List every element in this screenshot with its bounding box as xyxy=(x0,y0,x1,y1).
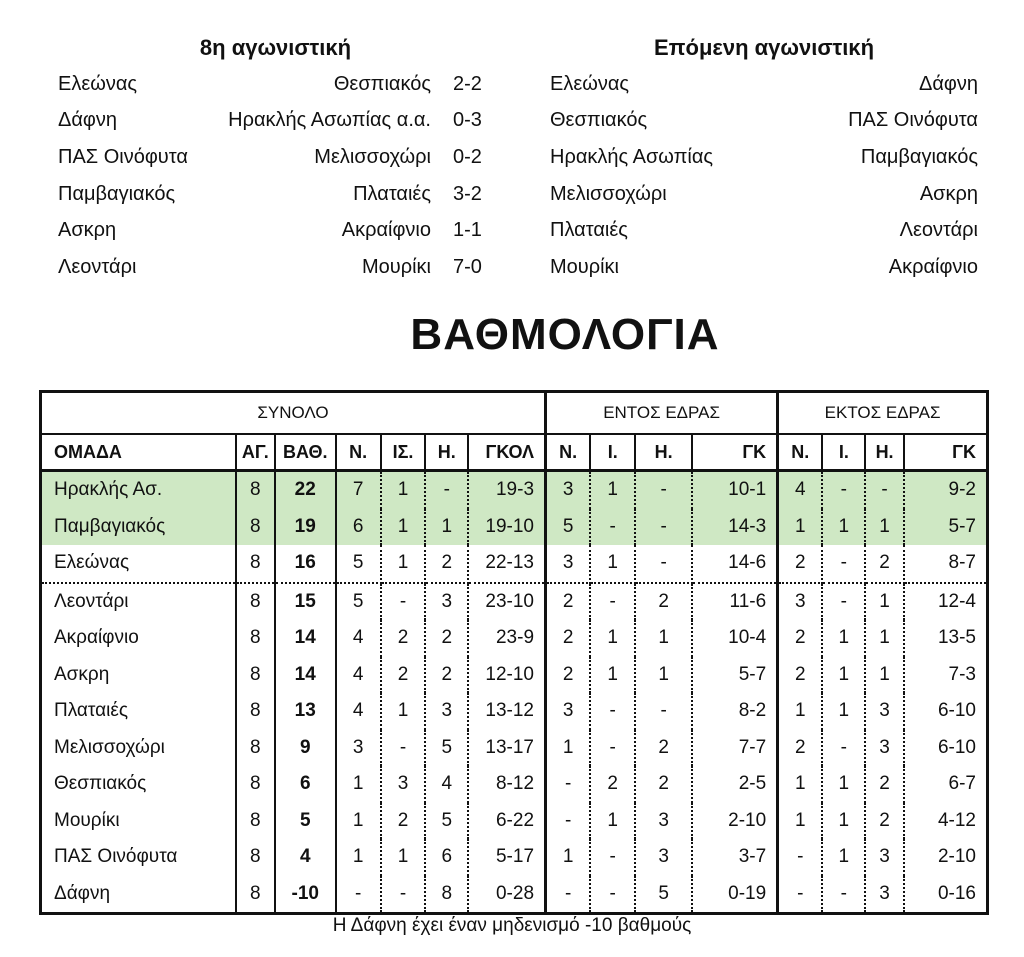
stat-cell: 3 xyxy=(546,693,591,730)
stat-cell: 9-2 xyxy=(904,471,988,509)
stat-cell: - xyxy=(590,839,635,876)
stat-cell: 1 xyxy=(590,620,635,657)
team-name: Λεοντάρι xyxy=(41,583,237,621)
stat-cell: 2-10 xyxy=(692,803,778,840)
stat-cell: 13-5 xyxy=(937,627,976,649)
col-header: ΙΣ. xyxy=(381,434,426,471)
stat-cell: 2 xyxy=(425,657,468,694)
stat-cell: 11-6 xyxy=(692,583,778,621)
stat-cell: 8 xyxy=(236,730,275,767)
stat-cell: 4 xyxy=(425,766,468,803)
away-team: Παμβαγιακός xyxy=(860,145,978,168)
stat-cell: 1 xyxy=(590,545,635,583)
team-name: Πλαταιές xyxy=(41,693,237,730)
stat-cell: 23-9 xyxy=(468,620,545,657)
standings-title: ΒΑΘΜΟΛΟΓΙΑ xyxy=(410,310,720,359)
stat-cell: 3-7 xyxy=(692,839,778,876)
team-name: Παμβαγιακός xyxy=(41,509,237,546)
stat-cell: 3 xyxy=(865,730,904,767)
home-team: Μουρίκι xyxy=(550,255,619,278)
table-row xyxy=(41,730,988,767)
col-header: Ι. xyxy=(590,434,635,471)
stat-cell: 8 xyxy=(236,839,275,876)
stat-cell: 1 xyxy=(822,657,865,694)
stat-cell: - xyxy=(546,766,591,803)
stat-cell: 1 xyxy=(336,803,381,840)
stat-cell: 5 xyxy=(336,583,381,621)
stat-cell: 0-28 xyxy=(468,876,545,914)
col-header: Ν. xyxy=(546,434,591,471)
stat-cell: 2 xyxy=(635,583,692,621)
stat-cell: 2 xyxy=(865,803,904,840)
stat-cell: 1 xyxy=(778,509,823,546)
col-header: ΑΓ. xyxy=(236,434,275,471)
match-score: 7-0 xyxy=(453,255,482,278)
stat-cell: 2 xyxy=(635,766,692,803)
stat-cell: 15 xyxy=(275,583,336,621)
stat-cell: 14-3 xyxy=(692,509,778,546)
fixture-row xyxy=(550,212,978,249)
stat-cell: 3 xyxy=(546,545,591,583)
stat-cell: 2 xyxy=(865,545,904,583)
stat-cell: 5 xyxy=(336,545,381,583)
stat-cell: 2 xyxy=(546,620,591,657)
stat-cell: - xyxy=(590,583,635,621)
stat-cell: 1 xyxy=(381,509,426,546)
home-team: Ελεώνας xyxy=(58,72,138,95)
stat-cell: 7-3 xyxy=(948,663,976,685)
stat-cell: 8 xyxy=(236,471,275,509)
stat-cell: 5-17 xyxy=(468,839,545,876)
stat-cell: 5 xyxy=(425,730,468,767)
stat-cell: 2 xyxy=(425,620,468,657)
table-row xyxy=(41,803,988,840)
stat-cell: 8 xyxy=(236,583,275,621)
home-team: Λεοντάρι xyxy=(58,255,137,278)
fixture-row xyxy=(550,139,978,176)
table-row xyxy=(41,471,988,509)
stat-cell: 1 xyxy=(546,730,591,767)
stat-cell: 8-2 xyxy=(692,693,778,730)
team-name: Μελισσοχώρι xyxy=(41,730,237,767)
away-team: Θεσπιακός xyxy=(333,72,431,95)
team-name: ΠΑΣ Οινόφυτα xyxy=(41,839,237,876)
stat-cell: 1 xyxy=(822,693,865,730)
table-row xyxy=(41,876,988,914)
away-team: Ακραίφνιο xyxy=(888,255,978,278)
stat-cell: 2 xyxy=(381,620,426,657)
stat-cell: - xyxy=(635,509,692,546)
stat-cell: 10-4 xyxy=(692,620,778,657)
home-team: Δάφνη xyxy=(58,109,118,132)
stat-cell: 14 xyxy=(275,620,336,657)
stat-cell: 5 xyxy=(635,876,692,914)
stat-cell: 5-7 xyxy=(692,657,778,694)
fixture-row xyxy=(550,249,978,286)
stat-cell: 4 xyxy=(778,471,823,509)
stat-cell: 13 xyxy=(275,693,336,730)
stat-cell: - xyxy=(590,693,635,730)
stat-cell: 1 xyxy=(546,839,591,876)
stat-cell: 2 xyxy=(546,583,591,621)
stat-cell: - xyxy=(635,693,692,730)
stat-cell: 1 xyxy=(590,803,635,840)
col-header: Η. xyxy=(865,434,904,471)
stat-cell: -10 xyxy=(275,876,336,914)
stat-cell: 2 xyxy=(635,730,692,767)
stat-cell: 3 xyxy=(425,583,468,621)
stat-cell: 14 xyxy=(275,657,336,694)
stat-cell: 8 xyxy=(236,620,275,657)
home-team: ΠΑΣ Οινόφυτα xyxy=(58,145,188,168)
match-score: 0-3 xyxy=(453,109,482,132)
stat-cell: 3 xyxy=(635,803,692,840)
stat-cell: 1 xyxy=(778,803,823,840)
stat-cell: 2 xyxy=(778,657,823,694)
stat-cell: 2-10 xyxy=(937,846,976,868)
away-team: Λεοντάρι xyxy=(899,219,978,242)
team-name: Ηρακλής Ασ. xyxy=(41,471,237,509)
stat-cell: 3 xyxy=(336,730,381,767)
stat-cell: 10-1 xyxy=(692,471,778,509)
home-team: Παμβαγιακός xyxy=(58,182,176,205)
stat-cell: 1 xyxy=(635,620,692,657)
stat-cell: - xyxy=(635,471,692,509)
col-header: Η. xyxy=(425,434,468,471)
stat-cell: 1 xyxy=(336,766,381,803)
stat-cell: 3 xyxy=(425,693,468,730)
stat-cell: 1 xyxy=(590,471,635,509)
stat-cell: 8 xyxy=(236,766,275,803)
stat-cell: 2 xyxy=(425,545,468,583)
stat-cell: 19-10 xyxy=(468,509,545,546)
stat-cell: 2 xyxy=(381,803,426,840)
stat-cell: 0-16 xyxy=(937,882,976,904)
table-row xyxy=(41,620,988,657)
fixture-row xyxy=(58,249,493,286)
stat-cell: 2 xyxy=(778,545,823,583)
away-team: ΠΑΣ Οινόφυτα xyxy=(848,109,978,132)
fixture-row xyxy=(550,66,978,103)
stat-cell: 1 xyxy=(381,839,426,876)
match-score: 0-2 xyxy=(453,145,482,168)
group-total: ΣΥΝΟΛΟ xyxy=(41,392,546,435)
stat-cell: - xyxy=(590,509,635,546)
stat-cell: 3 xyxy=(381,766,426,803)
stat-cell: 1 xyxy=(381,545,426,583)
column-header-row xyxy=(41,434,988,471)
stat-cell: - xyxy=(822,471,865,509)
stat-cell: - xyxy=(546,803,591,840)
stat-cell: 6-22 xyxy=(468,803,545,840)
stat-cell: 1 xyxy=(865,657,904,694)
stat-cell: 6 xyxy=(425,839,468,876)
stat-cell: 1 xyxy=(381,693,426,730)
stat-cell: 5 xyxy=(275,803,336,840)
stat-cell: 2-5 xyxy=(692,766,778,803)
stat-cell: - xyxy=(822,876,865,914)
stat-cell: 4 xyxy=(336,657,381,694)
home-team: Ελεώνας xyxy=(550,72,630,95)
stat-cell: 13-17 xyxy=(468,730,545,767)
stat-cell: 12-10 xyxy=(468,657,545,694)
stat-cell: - xyxy=(590,730,635,767)
stat-cell: 4-12 xyxy=(937,809,976,831)
stat-cell: 6-10 xyxy=(937,700,976,722)
fixture-row xyxy=(550,103,978,140)
team-name: Ασκρη xyxy=(41,657,237,694)
stat-cell: 2 xyxy=(778,730,823,767)
stat-cell: 8 xyxy=(236,693,275,730)
stat-cell: - xyxy=(822,730,865,767)
stat-cell: 8-7 xyxy=(904,545,988,583)
stat-cell: - xyxy=(778,839,823,876)
stat-cell: 12-4 xyxy=(937,590,976,612)
stat-cell: 22-13 xyxy=(468,545,545,583)
home-team: Ηρακλής Ασωπίας xyxy=(550,145,714,168)
stat-cell: 22 xyxy=(275,471,336,509)
fixture-row xyxy=(58,139,493,176)
stat-cell: 8 xyxy=(236,545,275,583)
stat-cell: 5 xyxy=(546,509,591,546)
last-round-results xyxy=(58,30,493,286)
standings-table xyxy=(39,390,989,915)
stat-cell: 1 xyxy=(822,803,865,840)
stat-cell: 2 xyxy=(778,620,823,657)
match-score: 3-2 xyxy=(453,182,482,205)
fixture-row xyxy=(58,66,493,103)
stat-cell: 3 xyxy=(546,471,591,509)
away-team: Μουρίκι xyxy=(362,255,431,278)
stat-cell: 1 xyxy=(822,509,865,546)
team-name: Θεσπιακός xyxy=(41,766,237,803)
stat-cell: 2 xyxy=(865,766,904,803)
col-header: ΟΜΑΔΑ xyxy=(41,434,237,471)
stat-cell: 1 xyxy=(822,620,865,657)
stat-cell: 5-7 xyxy=(904,509,988,546)
stat-cell: - xyxy=(635,545,692,583)
stat-cell: 4 xyxy=(275,839,336,876)
stat-cell: 7 xyxy=(336,471,381,509)
stat-cell: 8 xyxy=(236,657,275,694)
col-header: Ν. xyxy=(336,434,381,471)
col-header: Ν. xyxy=(778,434,823,471)
table-row xyxy=(41,509,988,546)
stat-cell: 8 xyxy=(236,803,275,840)
team-name: Ελεώνας xyxy=(41,545,237,583)
last-round-title: 8η αγωνιστική xyxy=(199,35,352,60)
col-header: ΓΚ xyxy=(692,434,778,471)
stat-cell: 6-10 xyxy=(937,736,976,758)
stat-cell: 23-10 xyxy=(468,583,545,621)
stat-cell: - xyxy=(778,876,823,914)
stat-cell: 3 xyxy=(865,876,904,914)
stat-cell: - xyxy=(425,471,468,509)
stat-cell: 8-12 xyxy=(468,766,545,803)
away-team: Πλαταιές xyxy=(353,182,431,205)
table-row xyxy=(41,583,988,621)
stat-cell: 3 xyxy=(865,839,904,876)
stat-cell: 0-19 xyxy=(692,876,778,914)
table-row xyxy=(41,545,988,583)
stat-cell: 3 xyxy=(635,839,692,876)
next-round-title: Επόμενη αγωνιστική xyxy=(653,35,875,60)
fixture-row xyxy=(58,212,493,249)
fixture-row xyxy=(550,176,978,213)
stat-cell: 19 xyxy=(275,509,336,546)
stat-cell: - xyxy=(822,583,865,621)
next-round-fixtures xyxy=(550,30,978,286)
team-name: Μουρίκι xyxy=(41,803,237,840)
stat-cell: 1 xyxy=(425,509,468,546)
stat-cell: 1 xyxy=(381,471,426,509)
stat-cell: 6 xyxy=(275,766,336,803)
stat-cell: 2 xyxy=(546,657,591,694)
stat-cell: 1 xyxy=(778,766,823,803)
stat-cell: 3 xyxy=(865,693,904,730)
away-team: Δάφνη xyxy=(918,72,978,95)
stat-cell: - xyxy=(336,876,381,914)
stat-cell: 2 xyxy=(381,657,426,694)
stat-cell: 9 xyxy=(275,730,336,767)
stat-cell: 5 xyxy=(425,803,468,840)
standings-body xyxy=(41,471,988,914)
group-away: ΕΚΤΟΣ ΕΔΡΑΣ xyxy=(824,403,941,422)
stat-cell: - xyxy=(381,730,426,767)
stat-cell: - xyxy=(546,876,591,914)
away-team: Ασκρη xyxy=(919,182,978,205)
group-header-row xyxy=(41,392,988,435)
stat-cell: 8 xyxy=(236,509,275,546)
home-team: Θεσπιακός xyxy=(550,109,648,132)
match-score: 1-1 xyxy=(453,219,482,242)
stat-cell: 8 xyxy=(236,876,275,914)
table-row xyxy=(41,657,988,694)
home-team: Μελισσοχώρι xyxy=(550,182,667,205)
team-name: Ακραίφνιο xyxy=(41,620,237,657)
footnote: Η Δάφνη έχει έναν μηδενισμό -10 βαθμούς xyxy=(332,915,692,936)
stat-cell: 6-7 xyxy=(948,773,976,795)
away-team: Μελισσοχώρι xyxy=(314,145,431,168)
stat-cell: 1 xyxy=(590,657,635,694)
stat-cell: 1 xyxy=(865,620,904,657)
stat-cell: 1 xyxy=(865,583,904,621)
stat-cell: 2 xyxy=(590,766,635,803)
stat-cell: 7-7 xyxy=(692,730,778,767)
stat-cell: 1 xyxy=(635,657,692,694)
away-team: Ηρακλής Ασωπίας α.α. xyxy=(228,109,431,132)
group-home: ΕΝΤΟΣ ΕΔΡΑΣ xyxy=(546,392,778,435)
stat-cell: 19-3 xyxy=(468,471,545,509)
fixture-row xyxy=(58,103,493,140)
stat-cell: - xyxy=(381,876,426,914)
stat-cell: - xyxy=(822,545,865,583)
match-score: 2-2 xyxy=(453,72,482,95)
table-row xyxy=(41,839,988,876)
home-team: Ασκρη xyxy=(58,219,117,242)
stat-cell: 6 xyxy=(336,509,381,546)
stat-cell: - xyxy=(590,876,635,914)
col-header: ΓΚΟΛ xyxy=(468,434,545,471)
stat-cell: 3 xyxy=(778,583,823,621)
stat-cell: 1 xyxy=(865,509,904,546)
stat-cell: 4 xyxy=(336,693,381,730)
stat-cell: 16 xyxy=(275,545,336,583)
stat-cell: - xyxy=(381,583,426,621)
stat-cell: 1 xyxy=(822,839,865,876)
table-row xyxy=(41,693,988,730)
col-header: Ι. xyxy=(822,434,865,471)
stat-cell: 8 xyxy=(425,876,468,914)
stat-cell: - xyxy=(865,471,904,509)
away-team: Ακραίφνιο xyxy=(341,219,431,242)
team-name: Δάφνη xyxy=(41,876,237,914)
stat-cell: 1 xyxy=(336,839,381,876)
stat-cell: 14-6 xyxy=(692,545,778,583)
stat-cell: 1 xyxy=(778,693,823,730)
col-header: Η. xyxy=(635,434,692,471)
stat-cell: 1 xyxy=(822,766,865,803)
col-header: ΓΚ xyxy=(904,434,988,471)
table-row xyxy=(41,766,988,803)
stat-cell: 13-12 xyxy=(468,693,545,730)
col-header: ΒΑΘ. xyxy=(275,434,336,471)
stat-cell: 4 xyxy=(336,620,381,657)
home-team: Πλαταιές xyxy=(550,219,628,242)
fixture-row xyxy=(58,176,493,213)
